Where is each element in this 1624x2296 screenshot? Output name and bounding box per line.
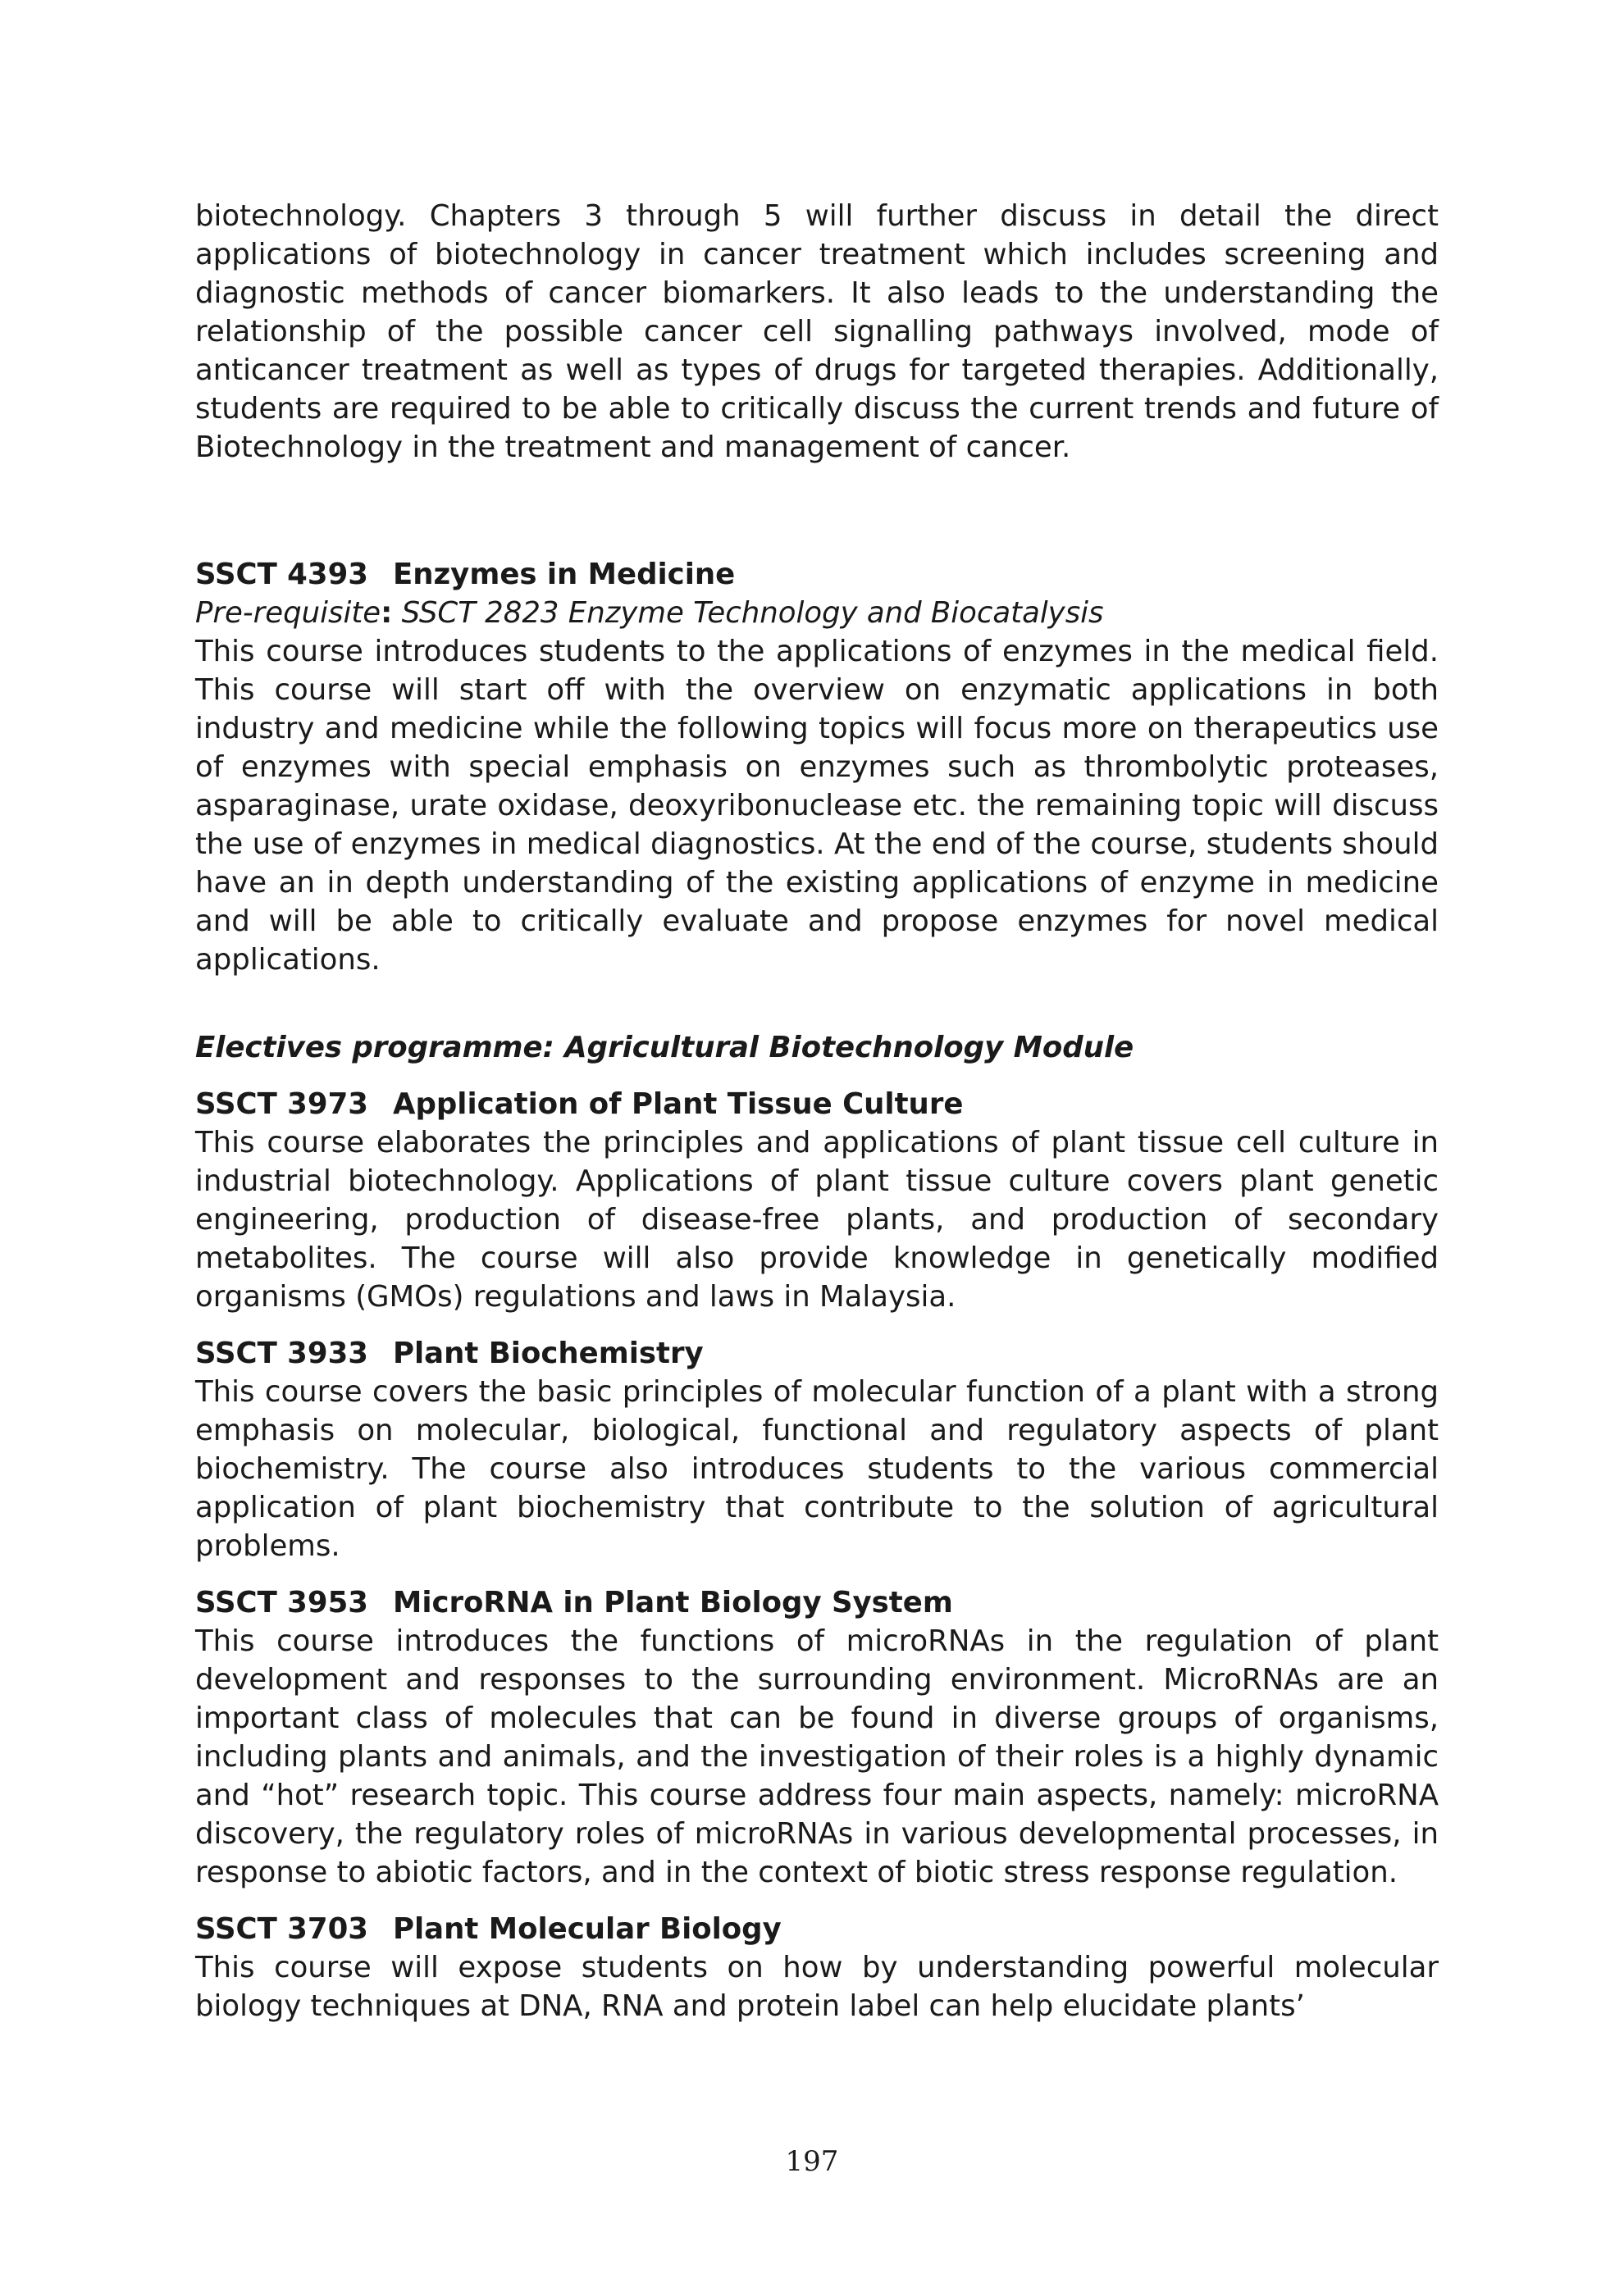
course-title: Plant Molecular Biology xyxy=(393,1912,782,1946)
course-code: SSCT 3973 xyxy=(195,1087,368,1121)
prerequisite-label: Pre-requisite xyxy=(195,596,381,630)
course-code: SSCT 3703 xyxy=(195,1912,368,1946)
page-number: 197 xyxy=(785,2145,839,2178)
course-description: This course introduces students to the applications of enzymes in the medical field. This course will start off with the overview on enzymatic applications in both industry and medicine while the following topics will focus more on therapeutics use of enzymes with special emphasis on enzymes such as thrombolytic proteases, asparaginase, urate oxidase, deoxyribonuclease etc. the remaining topic will discuss the use of enzymes in medical diagnostics. At the end of the course, students should have an in depth understanding of the existing applications of enzyme in medicine and will be able to critically evaluate and propose enzymes for novel medical applications. xyxy=(195,635,1439,977)
prerequisite-value: SSCT 2823 Enzyme Technology and Biocatalysis xyxy=(401,596,1104,630)
course-title: Application of Plant Tissue Culture xyxy=(393,1087,964,1121)
course-description: This course elaborates the principles and applications of plant tissue cell culture in industrial biotechnology. Applications of plant tissue culture covers plant genetic engineering, production of disease-free plants, and production of secondary metabolites. The course will also provide knowledge in genetically modified organisms (GMOs) regulations and laws in Malaysia. xyxy=(195,1126,1439,1314)
intro-paragraph: biotechnology. Chapters 3 through 5 will further discuss in detail the direct applications of biotechnology in cancer treatment which includes screening and diagnostic methods of cancer biomarkers. It also leads to the understanding the relationship of the possible cancer cell signalling pathways involved, mode of anticancer treatment as well as types of drugs for targeted therapies. Additionally, students are required to be able to critically discuss the current trends and future of Biotechnology in the treatment and management of cancer. xyxy=(195,199,1439,464)
course-heading xyxy=(195,1334,1439,1373)
course-title: Enzymes in Medicine xyxy=(393,558,736,591)
document-page xyxy=(195,197,1439,2043)
course-code: SSCT 4393 xyxy=(195,558,368,591)
section-title: Electives programme: Agricultural Biotechnology Module xyxy=(195,1031,1134,1064)
course-heading xyxy=(195,1583,1439,1622)
course-prerequisite xyxy=(195,594,1439,632)
prerequisite-colon: : xyxy=(381,596,393,630)
course-description: This course introduces the functions of microRNAs in the regulation of plant development and responses to the surrounding environment. MicroRNAs are an important class of molecules that can be found in diverse groups of organisms, including plants and animals, and the investigation of their roles is a highly dynamic and “hot” research topic. This course address four main aspects, namely: microRNA discovery, the regulatory roles of microRNAs in various developmental processes, in response to abiotic factors, and in the context of biotic stress response regulation. xyxy=(195,1624,1439,1889)
course-entry-ssct-3933 xyxy=(195,1334,1439,1565)
course-entry-ssct-3703 xyxy=(195,1910,1439,2025)
course-heading xyxy=(195,555,1439,594)
course-code: SSCT 3953 xyxy=(195,1586,368,1620)
course-entry-ssct-3973 xyxy=(195,1085,1439,1316)
course-title: Plant Biochemistry xyxy=(393,1337,704,1370)
course-code: SSCT 3933 xyxy=(195,1337,368,1370)
course-title: MicroRNA in Plant Biology System xyxy=(393,1586,953,1620)
course-entry-ssct-3953 xyxy=(195,1583,1439,1892)
course-description: This course covers the basic principles of molecular function of a plant with a strong emphasis on molecular, biological, functional and regulatory aspects of plant biochemistry. The course also introduces students to the various commercial application of plant biochemistry that contribute to the solution of agricultural problems. xyxy=(195,1375,1439,1563)
course-heading xyxy=(195,1085,1439,1123)
course-description: This course will expose students on how by understanding powerful molecular biology techniques at DNA, RNA and protein label can help elucidate plants’ xyxy=(195,1951,1439,2023)
course-entry-ssct-4393 xyxy=(195,555,1439,979)
course-heading xyxy=(195,1910,1439,1948)
